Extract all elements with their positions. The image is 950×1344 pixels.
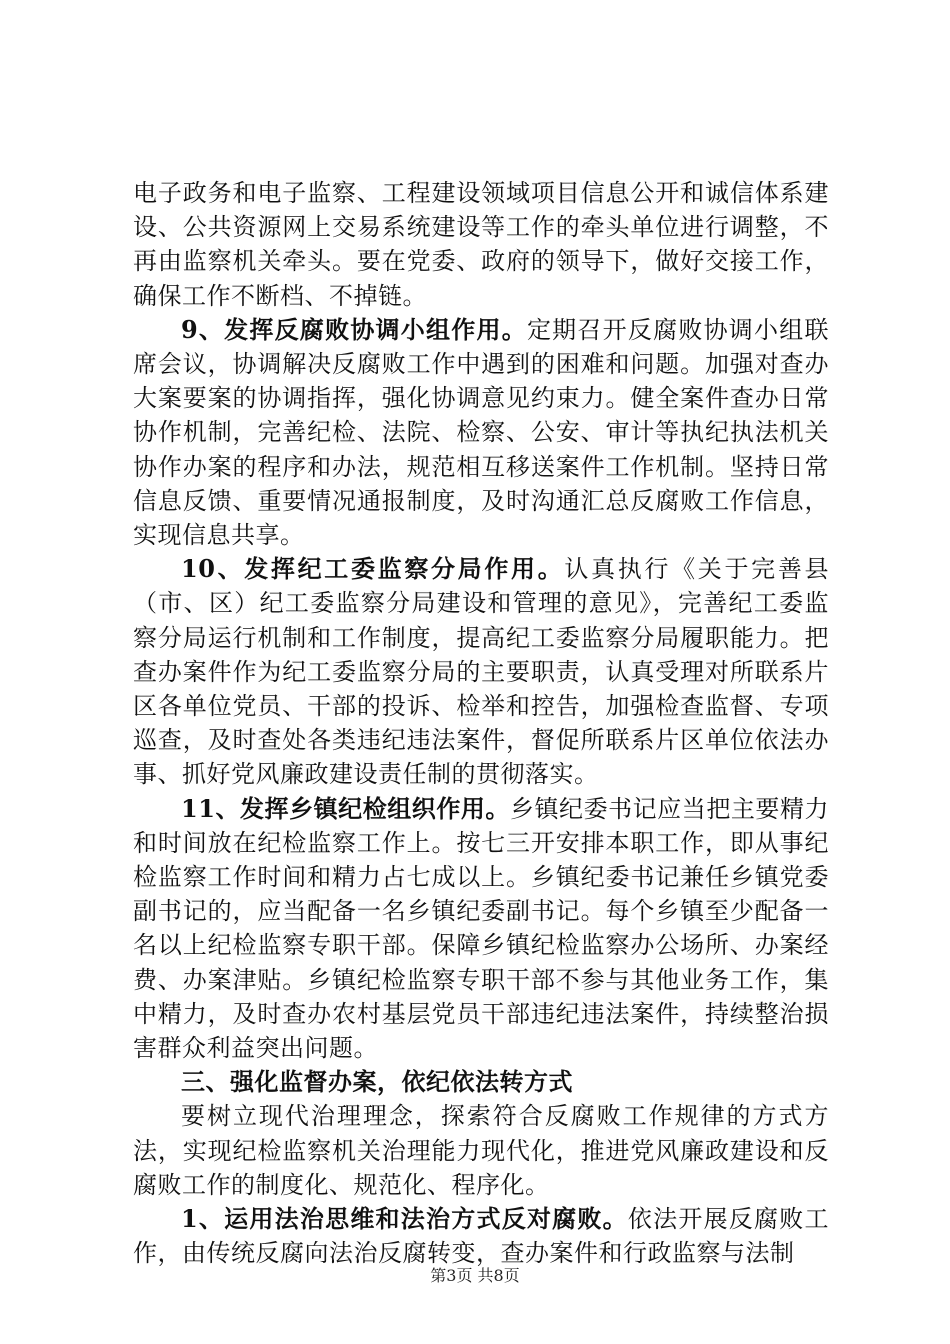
paragraph-continuation — [133, 176, 829, 313]
paragraph-item-10 — [133, 552, 829, 791]
paragraph-item-9 — [133, 313, 829, 552]
paragraph-heading: 11、发挥乡镇纪检组织作用。 — [181, 793, 510, 823]
paragraph-text: 定期召开反腐败协调小组联席会议，协调解决反腐败工作中遇到的困难和问题。加强对查办大案要案的协调指挥，强化协调意见约束力。健全案件查办日常协作机制，完善纪检、法院、检察、公安、审计等执纪执法机关协作办案的程序和办法，规范相互移送案件工作机制。坚持日常信息反馈、重要情况通报制度，及时沟通汇总反腐败工作信息，实现信息共享。 — [133, 315, 830, 550]
document-body — [133, 176, 829, 1271]
paragraph-text: 认真执行《关于完善县（市、区）纪工委监察分局建设和管理的意见》，完善纪工委监察分局运行机制和工作制度，提高纪工委监察分局履职能力。把查办案件作为纪工委监察分局的主要职责，认真受理对所联系片区各单位党员、干部的投诉、检举和控告，加强检查监督、专项巡查，及时查处各类违纪违法案件，督促所联系片区单位依法办事、抓好党风廉政建设责任制的贯彻落实。 — [133, 555, 829, 789]
paragraph-item-1 — [133, 1202, 829, 1270]
section-heading — [133, 1065, 829, 1099]
page-footer — [0, 1263, 950, 1286]
page-number: 第3页 共8页 — [430, 1266, 520, 1285]
paragraph-section-intro — [133, 1099, 829, 1202]
paragraph-text: 电子政务和电子监察、工程建设领域项目信息公开和诚信体系建设、公共资源网上交易系统建设等工作的牵头单位进行调整，不再由监察机关牵头。要在党委、政府的领导下，做好交接工作，确保工作不断档、不掉链。 — [133, 179, 829, 310]
paragraph-heading: 10、发挥纪工委监察分局作用。 — [181, 554, 565, 584]
paragraph-text: 要树立现代治理理念，探索符合反腐败工作规律的方式方法，实现纪检监察机关治理能力现代化，推进党风廉政建设和反腐败工作的制度化、规范化、程序化。 — [133, 1102, 829, 1199]
paragraph-heading: 9、发挥反腐败协调小组作用。 — [181, 314, 527, 344]
paragraph-item-11 — [133, 792, 829, 1066]
paragraph-heading: 1、运用法治思维和法治方式反对腐败。 — [181, 1204, 628, 1234]
paragraph-text: 乡镇纪委书记应当把主要精力和时间放在纪检监察工作上。按七三开安排本职工作，即从事纪检监察工作时间和精力占七成以上。乡镇纪委书记兼任乡镇党委副书记的，应当配备一名乡镇纪委副书记。每个乡镇至少配备一名以上纪检监察专职干部。保障乡镇纪检监察办公场所、办案经费、办案津贴。乡镇纪检监察专职干部不参与其他业务工作，集中精力，及时查办农村基层党员干部违纪违法案件，持续整治损害群众利益突出问题。 — [133, 794, 829, 1063]
paragraph-text: 依法开展反腐败工作，由传统反腐向法治反腐转变，查办案件和行政监察与法制 — [133, 1205, 829, 1268]
section-title: 三、强化监督办案，依纪依法转方式 — [181, 1067, 573, 1097]
